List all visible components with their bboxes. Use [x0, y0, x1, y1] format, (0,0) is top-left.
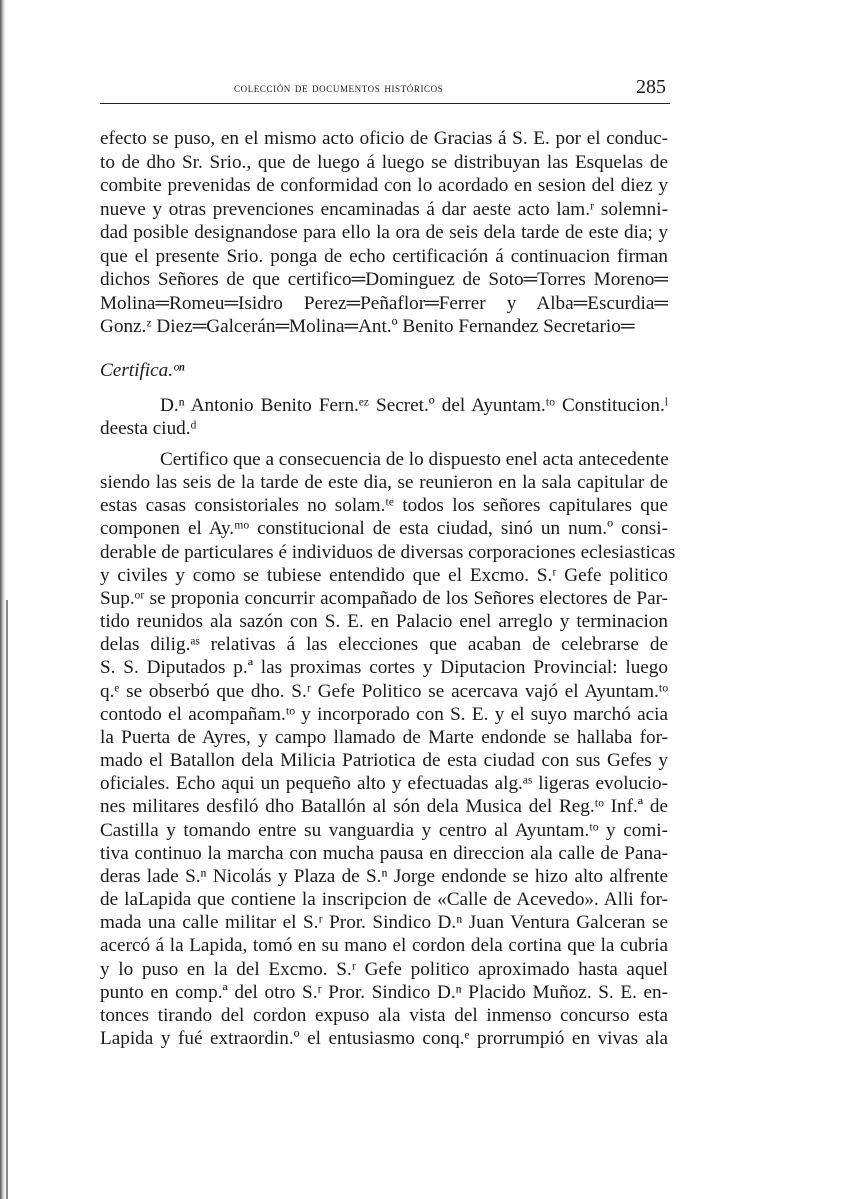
text-line: mada una calle militar el S.ʳ Pror. Sindico D.ⁿ Juan Ventura Galceran se [100, 912, 668, 934]
text-line: la Puerta de Ayres, y campo llamado de Marte endonde se hallaba for- [100, 726, 668, 748]
text-line: de laLapida que contiene la inscripcion de «Calle de Acevedo». Alli for- [100, 889, 668, 911]
text-line: siendo las seis de la tarde de este dia, se reunieron en la sala capitular de [100, 472, 668, 494]
text-line: punto en comp.ª del otro S.ʳ Pror. Sindico D.ⁿ Placido Muñoz. S. E. en- [100, 981, 668, 1003]
text-line: Lapida y fué extraordin.º el entusiasmo conq.ᵉ prorrumpió en vivas ala [100, 1028, 668, 1049]
scan-binding-shadow [6, 600, 8, 1199]
text-line: Gonz.ᶻ Diez═Galcerán═Molina═Ant.º Benito Fernandez Secretario═ [100, 316, 635, 337]
text-line: efecto se puso, en el mismo acto oficio de Gracias á S. E. por el conduc- [100, 128, 668, 149]
text-line: y lo puso en la del Excmo. S.ʳ Gefe politico aproximado hasta aquel [100, 958, 668, 980]
text-line: Sup.ᵒʳ se proponia concurrir acompañado de los Señores electores de Par- [100, 587, 668, 609]
text-line: y civiles y como se tubiese entendido que el Excmo. S.ʳ Gefe politico [100, 564, 668, 586]
text-line: delas dilig.ᵃˢ relativas á las elecciones que acaban de celebrarse de [100, 634, 668, 656]
text-line: que el presente Srio. ponga de echo certificación á continuacion firman [100, 245, 668, 267]
text-line: dad posible designandose para ello la ora de seis dela tarde de este dia; y [100, 222, 668, 243]
text-line: derable de particulares é individuos de diversas corporaciones eclesiasticas [100, 541, 676, 563]
text-line: nueve y otras prevenciones encaminadas á dar aeste acto lam.ʳ solemni- [100, 198, 668, 220]
text-line: combite prevenidas de conformidad con lo acordado en sesion del diez y [100, 175, 668, 196]
text-line: deras lade S.ⁿ Nicolás y Plaza de S.ⁿ Jorge endonde se hizo alto alfrente [100, 865, 668, 887]
text-line: Castilla y tomando entre su vanguardia y centro al Ayuntam.ᵗᵒ y comi- [100, 819, 668, 841]
text-line: tonces tirando del cordon expuso ala vista del inmenso concurso esta [100, 1004, 668, 1026]
text-line: mado el Batallon dela Milicia Patriotica de esta ciudad con sus Gefes y [100, 750, 668, 772]
running-title: colección de documentos históricos [234, 80, 444, 95]
text-line: Molina═Romeu═Isidro Perez═Peñaflor═Ferrer y Alba═Escurdia═ [100, 292, 668, 314]
text-line: deesta ciud.ᵈ [100, 418, 197, 439]
text-line: contodo el acompañam.ᵗᵒ y incorporado con S. E. y el suyo marchó acia [100, 703, 668, 725]
text-line: dichos Señores de que certifico═Dominguez de Soto═Torres Moreno═ [100, 269, 668, 290]
page-header [100, 78, 668, 100]
page-number: 285 [636, 76, 666, 98]
certifier-line: D.ⁿ Antonio Benito Fern.ᵉᶻ Secret.º del Ayuntam.ᵗᵒ Constitucion.ˡ [160, 395, 668, 416]
text-line: to de dho Sr. Srio., que de luego á luego se distribuyan las Esquelas de [100, 151, 668, 173]
text-line: estas casas consistoriales no solam.ᵗᵉ todos los señores capitulares que [100, 495, 668, 517]
header-rule [100, 103, 670, 104]
text-line: Certifico que a consecuencia de lo dispuesto enel acta antecedente [160, 449, 669, 470]
text-line: tido reunidos ala sazón con S. E. en Palacio enel arreglo y terminacion [100, 611, 668, 633]
text-line: q.ᵉ se obserbó que dho. S.ʳ Gefe Politico se acercava vajó el Ayuntam.ᵗᵒ [100, 680, 668, 702]
text-line: componen el Ay.ᵐᵒ constitucional de esta ciudad, sinó un num.º consi- [100, 518, 668, 540]
text-line: S. S. Diputados p.ª las proximas cortes y Diputacion Provincial: luego [100, 657, 668, 679]
text-line: oficiales. Echo aqui un pequeño alto y efectuadas alg.ᵃˢ ligeras evolucio- [100, 773, 668, 795]
text-line: nes militares desfiló dho Batallón al són dela Musica del Reg.ᵗᵒ Inf.ª de [100, 796, 668, 818]
text-line: acercó á la Lapida, tomó en su mano el cordon dela cortina que la cubria [100, 935, 668, 957]
section-heading: Certifica.ᵒⁿ [100, 360, 185, 381]
text-line: tiva continuo la marcha con mucha pausa en direccion ala calle de Pana- [100, 842, 668, 864]
